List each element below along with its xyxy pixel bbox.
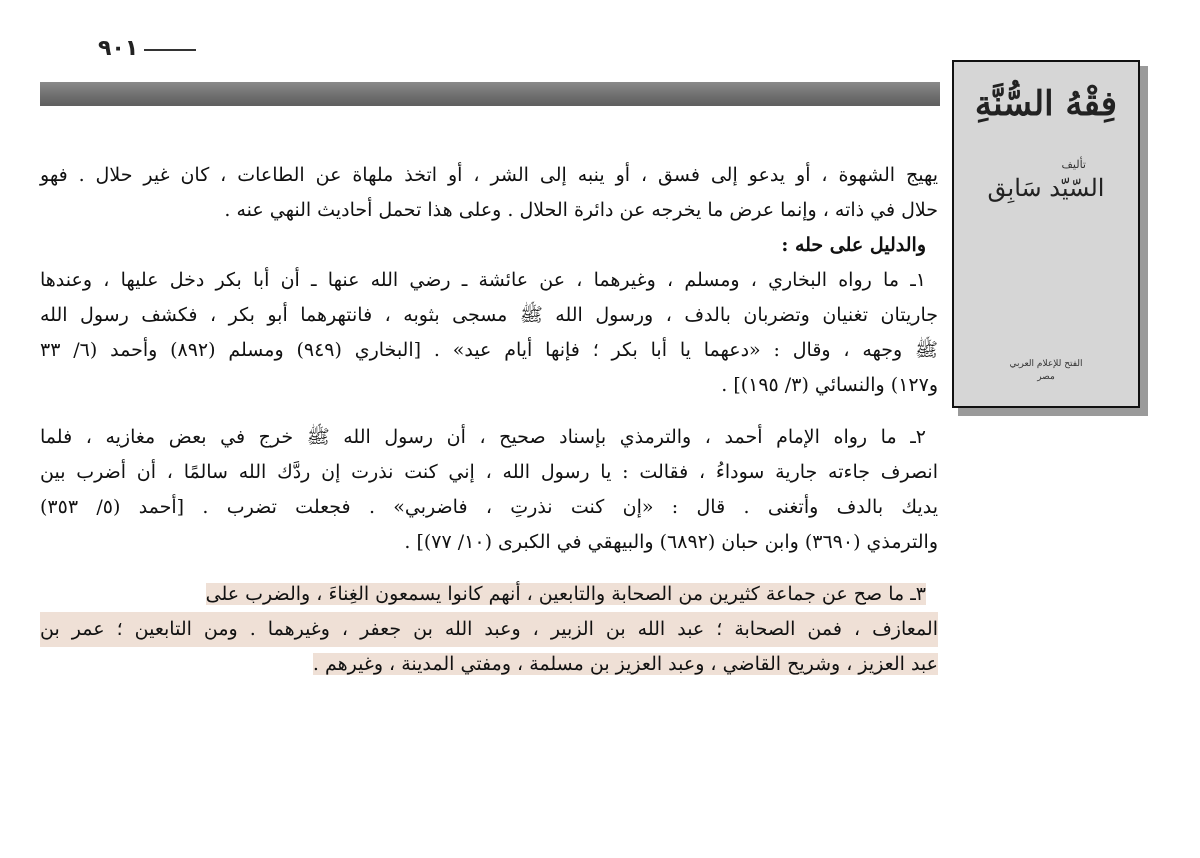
evidence-3-line-highlighted: المعازف ، فمن الصحابة ؛ عبد الله بن الزبير ، وعبد الله بن جعفر ، وغيرهما . ومن التابعين ؛ عمر بن [40,612,938,647]
evidence-2-line: انصرف جاءته جارية سوداءُ ، فقالت : يا رسول الله ، إني كنت نذرت إن ردَّك الله سالمًا ، أن أضرب بين [40,461,938,483]
cover-title: فِقْهُ السُّنَّةِ [974,84,1118,124]
cover-publisher-city: مصر [1037,372,1055,382]
text-line: يهيج الشهوة ، أو يدعو إلى فسق ، أو ينبه إلى الشر ، أو اتخذ ملهاة عن الطاعات ، كان غير حلال . فهو [40,164,938,186]
evidence-1-line: ﷺ وجهه ، وقال : «دعهما يا أبا بكر ؛ فإنها أيام عيد» . [البخاري (٩٤٩) ومسلم (٨٩٢) وأحمد (٦/ ٣٣ [40,339,938,361]
book-cover [952,60,1140,408]
evidence-2-line: والترمذي (٣٦٩٠) وابن حبان (٦٨٩٢) والبيهقي في الكبرى (١٠/ ٧٧)] . [404,531,938,553]
evidence-1-line: ١ـ ما رواه البخاري ، ومسلم ، وغيرهما ، عن عائشة ـ رضي الله عنها ـ أن أبا بكر دخل عليها ، وعندها [40,269,926,291]
text-line: حلال في ذاته ، وإنما عرض ما يخرجه عن دائرة الحلال . وعلى هذا تحمل أحاديث النهي عنه . [224,199,938,221]
cover-author-label: تأليف [1061,158,1086,171]
page-number: ٩٠١ [98,36,139,61]
evidence-2-line: يديك بالدف وأتغنى . قال : «إن كنت نذرتِ ، فاضربي» . فجعلت تضرب . [أحمد (٥/ ٣٥٣) [40,496,938,518]
evidence-1-line: جاريتان تغنيان وتضربان بالدف ، ورسول الله ﷺ مسجى بثوبه ، فانتهرهما أبو بكر ، فكشف رسول الله [40,304,938,326]
header-band [40,82,940,106]
evidence-2-line: ٢ـ ما رواه الإمام أحمد ، والترمذي بإسناد صحيح ، أن رسول الله ﷺ خرج في بعض مغازيه ، فلما [40,426,926,448]
highlighted-text: عبد العزيز ، وشريح القاضي ، وعبد العزيز بن مسلمة ، ومفتي المدينة ، وغيرهم . [312,653,938,675]
highlighted-text: ٣ـ ما صح عن جماعة كثيرين من الصحابة والتابعين ، أنهم كانوا يسمعون الغِناءَ ، والضرب على [205,583,926,605]
cover-author: السّيّد سَابِق [987,174,1105,202]
page-number-rule [144,49,196,51]
page-number-area [98,36,208,62]
evidence-1-line: و١٢٧) والنسائي (٣/ ١٩٥)] . [721,374,938,396]
page-body [40,158,938,682]
cover-publisher-name: الفتح للإعلام العربي [1009,359,1083,369]
cover-publisher [954,358,1138,384]
section-heading: والدليل على حله : [781,234,926,256]
evidence-3-line [40,647,938,682]
evidence-3-line [40,577,938,612]
